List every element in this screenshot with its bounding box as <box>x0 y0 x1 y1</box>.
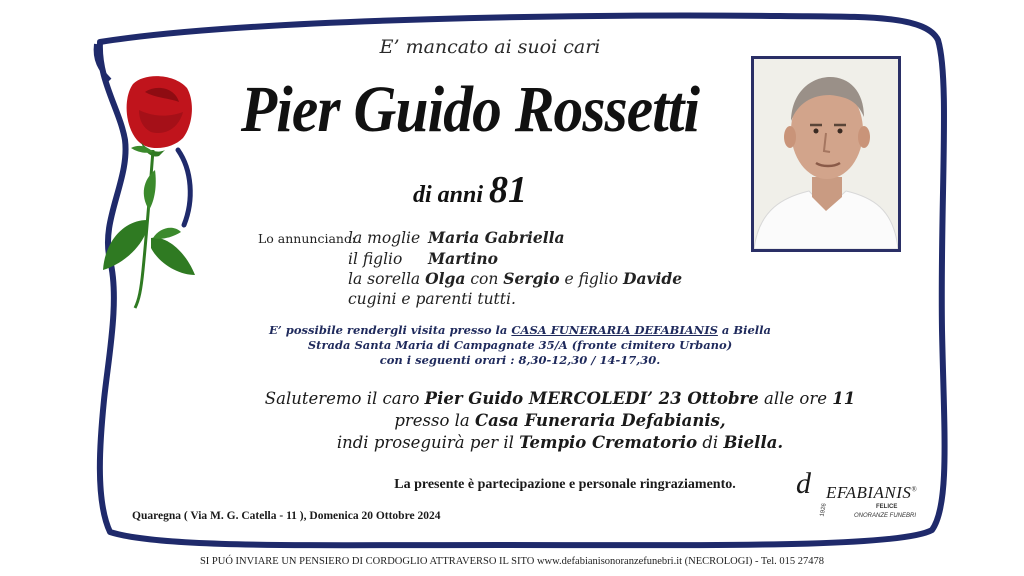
logo-onoranze: ONORANZE FUNEBRI <box>854 513 917 519</box>
announce-row <box>258 269 682 290</box>
logo-felice: FELICE <box>876 504 898 510</box>
announce-lead: Lo annunciano: <box>258 231 356 246</box>
funeral-date: Pier Guido MERCOLEDI’ 23 Ottobre <box>424 389 759 408</box>
logo-word: EFABIANIS <box>826 483 912 502</box>
relative-name: Sergio <box>503 269 560 288</box>
connector: e figlio <box>564 270 619 288</box>
announce-row <box>258 228 682 249</box>
funeral-venue: Casa Funeraria Defabianis, <box>475 411 726 430</box>
portrait-illustration <box>754 59 898 249</box>
visit-info <box>230 323 810 368</box>
age-line <box>300 168 640 212</box>
age-label: di anni <box>412 182 484 208</box>
logo-registered: ® <box>911 485 918 494</box>
announce-row <box>258 290 682 310</box>
visit-text: a Biella <box>721 323 771 337</box>
funeral-home-logo <box>790 455 930 535</box>
relation: la moglie <box>348 229 421 247</box>
funeral-info <box>160 388 960 454</box>
funeral-text: indi proseguirà per il <box>336 433 514 452</box>
funeral-time: 11 <box>832 389 856 408</box>
crematorium: Tempio Crematorio <box>519 433 698 452</box>
thanks-note: La presente è partecipazione e personale ringraziamento. <box>394 477 736 492</box>
logo-mark: d <box>796 467 811 500</box>
logo-wordmark <box>826 483 917 503</box>
others: cugini e parenti tutti. <box>348 289 516 308</box>
rose-icon <box>95 70 215 310</box>
visit-hours: con i seguenti orari : 8,30-12,30 / 14-17,30. <box>379 353 661 367</box>
relative-name: Olga <box>425 269 466 288</box>
announce-row <box>258 249 682 270</box>
relation: la sorella <box>348 270 421 288</box>
funeral-text: presso la <box>394 411 470 430</box>
deceased-name: Pier Guido Rossetti <box>240 73 700 146</box>
funeral-text: di <box>702 433 719 452</box>
relation: il figlio <box>348 249 403 268</box>
announcement-block <box>258 228 682 309</box>
footer-note: SI PUÓ INVIARE UN PENSIERO DI CORDOGLIO ATTRAVERSO IL SITO www.defabianisonoranzefunebri.it (NECROLOGI) - Tel. 015 27478 <box>199 556 825 567</box>
visit-text: E’ possibile rendergli visita presso la <box>269 323 508 337</box>
portrait-photo <box>751 56 901 252</box>
relative-name: Martino <box>428 248 499 268</box>
logo-year: 1926 <box>819 502 828 518</box>
place-date: Quaregna ( Via M. G. Catella - 11 ), Domenica 20 Ottobre 2024 <box>132 510 441 522</box>
visit-address: Strada Santa Maria di Campagnate 35/A (fronte cimitero Urbano) <box>307 338 733 352</box>
funeral-home-link: CASA FUNERARIA DEFABIANIS <box>511 323 718 337</box>
age-value: 81 <box>489 169 528 211</box>
relative-name: Maria Gabriella <box>428 228 565 247</box>
city: Biella. <box>723 433 784 452</box>
intro-text: E’ mancato ai suoi cari <box>379 36 601 58</box>
funeral-text: alle ore <box>763 389 827 408</box>
relative-name: Davide <box>623 269 683 288</box>
funeral-text: Saluteremo il caro <box>264 389 420 408</box>
connector: con <box>470 270 499 288</box>
